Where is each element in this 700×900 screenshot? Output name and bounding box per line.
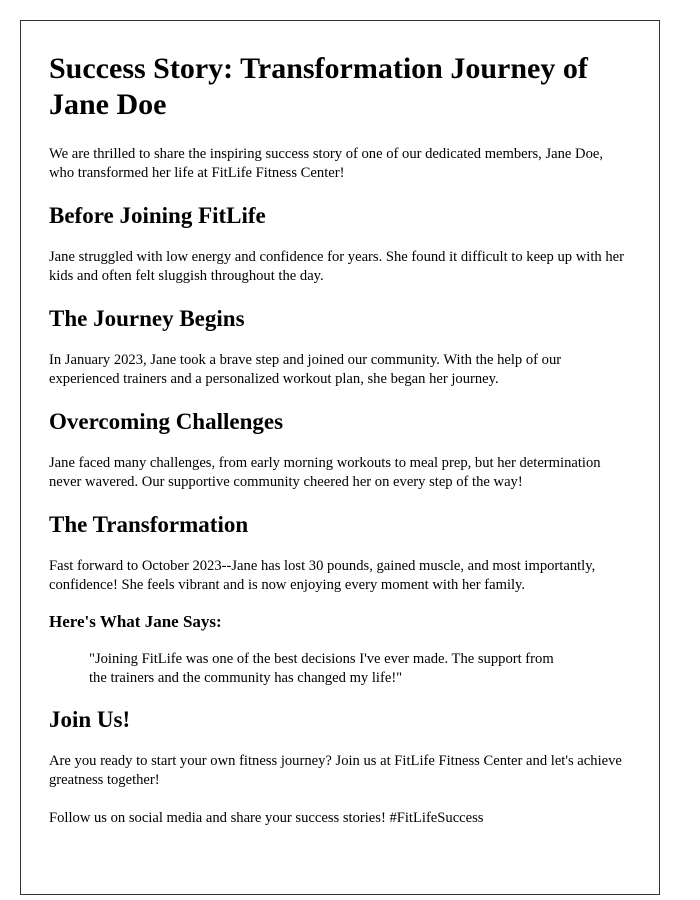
intro-paragraph: We are thrilled to share the inspiring success story of one of our dedicated members, Jane Doe, who transformed her life at FitLife Fitness Center! xyxy=(49,146,604,181)
join-heading: Join Us! xyxy=(49,707,131,732)
section-body-before: Jane struggled with low energy and confidence for years. She found it difficult to keep up with her kids and often felt sluggish throughout the day. xyxy=(49,249,624,284)
social-paragraph: Follow us on social media and share your success stories! #FitLifeSuccess xyxy=(49,810,484,826)
quote-heading: Here's What Jane Says: xyxy=(49,612,222,631)
document-page xyxy=(20,20,660,895)
join-paragraph: Are you ready to start your own fitness journey? Join us at FitLife Fitness Center and let's achieve greatness together! xyxy=(49,753,622,788)
section-body-journey: In January 2023, Jane took a brave step and joined our community. With the help of our experienced trainers and a personalized workout plan, she began her journey. xyxy=(49,352,562,387)
page-title: Success Story: Transformation Journey of Jane Doe xyxy=(49,52,588,121)
testimonial-quote: "Joining FitLife was one of the best decisions I've ever made. The support from the trainers and the community has changed my life!" xyxy=(89,651,554,686)
section-heading-transformation: The Transformation xyxy=(49,512,249,537)
section-heading-journey: The Journey Begins xyxy=(49,306,245,331)
section-body-challenges: Jane faced many challenges, from early morning workouts to meal prep, but her determination never wavered. Our supportive community cheered her on every step of the way! xyxy=(49,455,601,490)
section-body-transformation: Fast forward to October 2023--Jane has lost 30 pounds, gained muscle, and most importantly, confidence! She feels vibrant and is now enjoying every moment with her family. xyxy=(49,558,596,593)
section-heading-challenges: Overcoming Challenges xyxy=(49,409,284,434)
section-heading-before: Before Joining FitLife xyxy=(49,203,266,228)
